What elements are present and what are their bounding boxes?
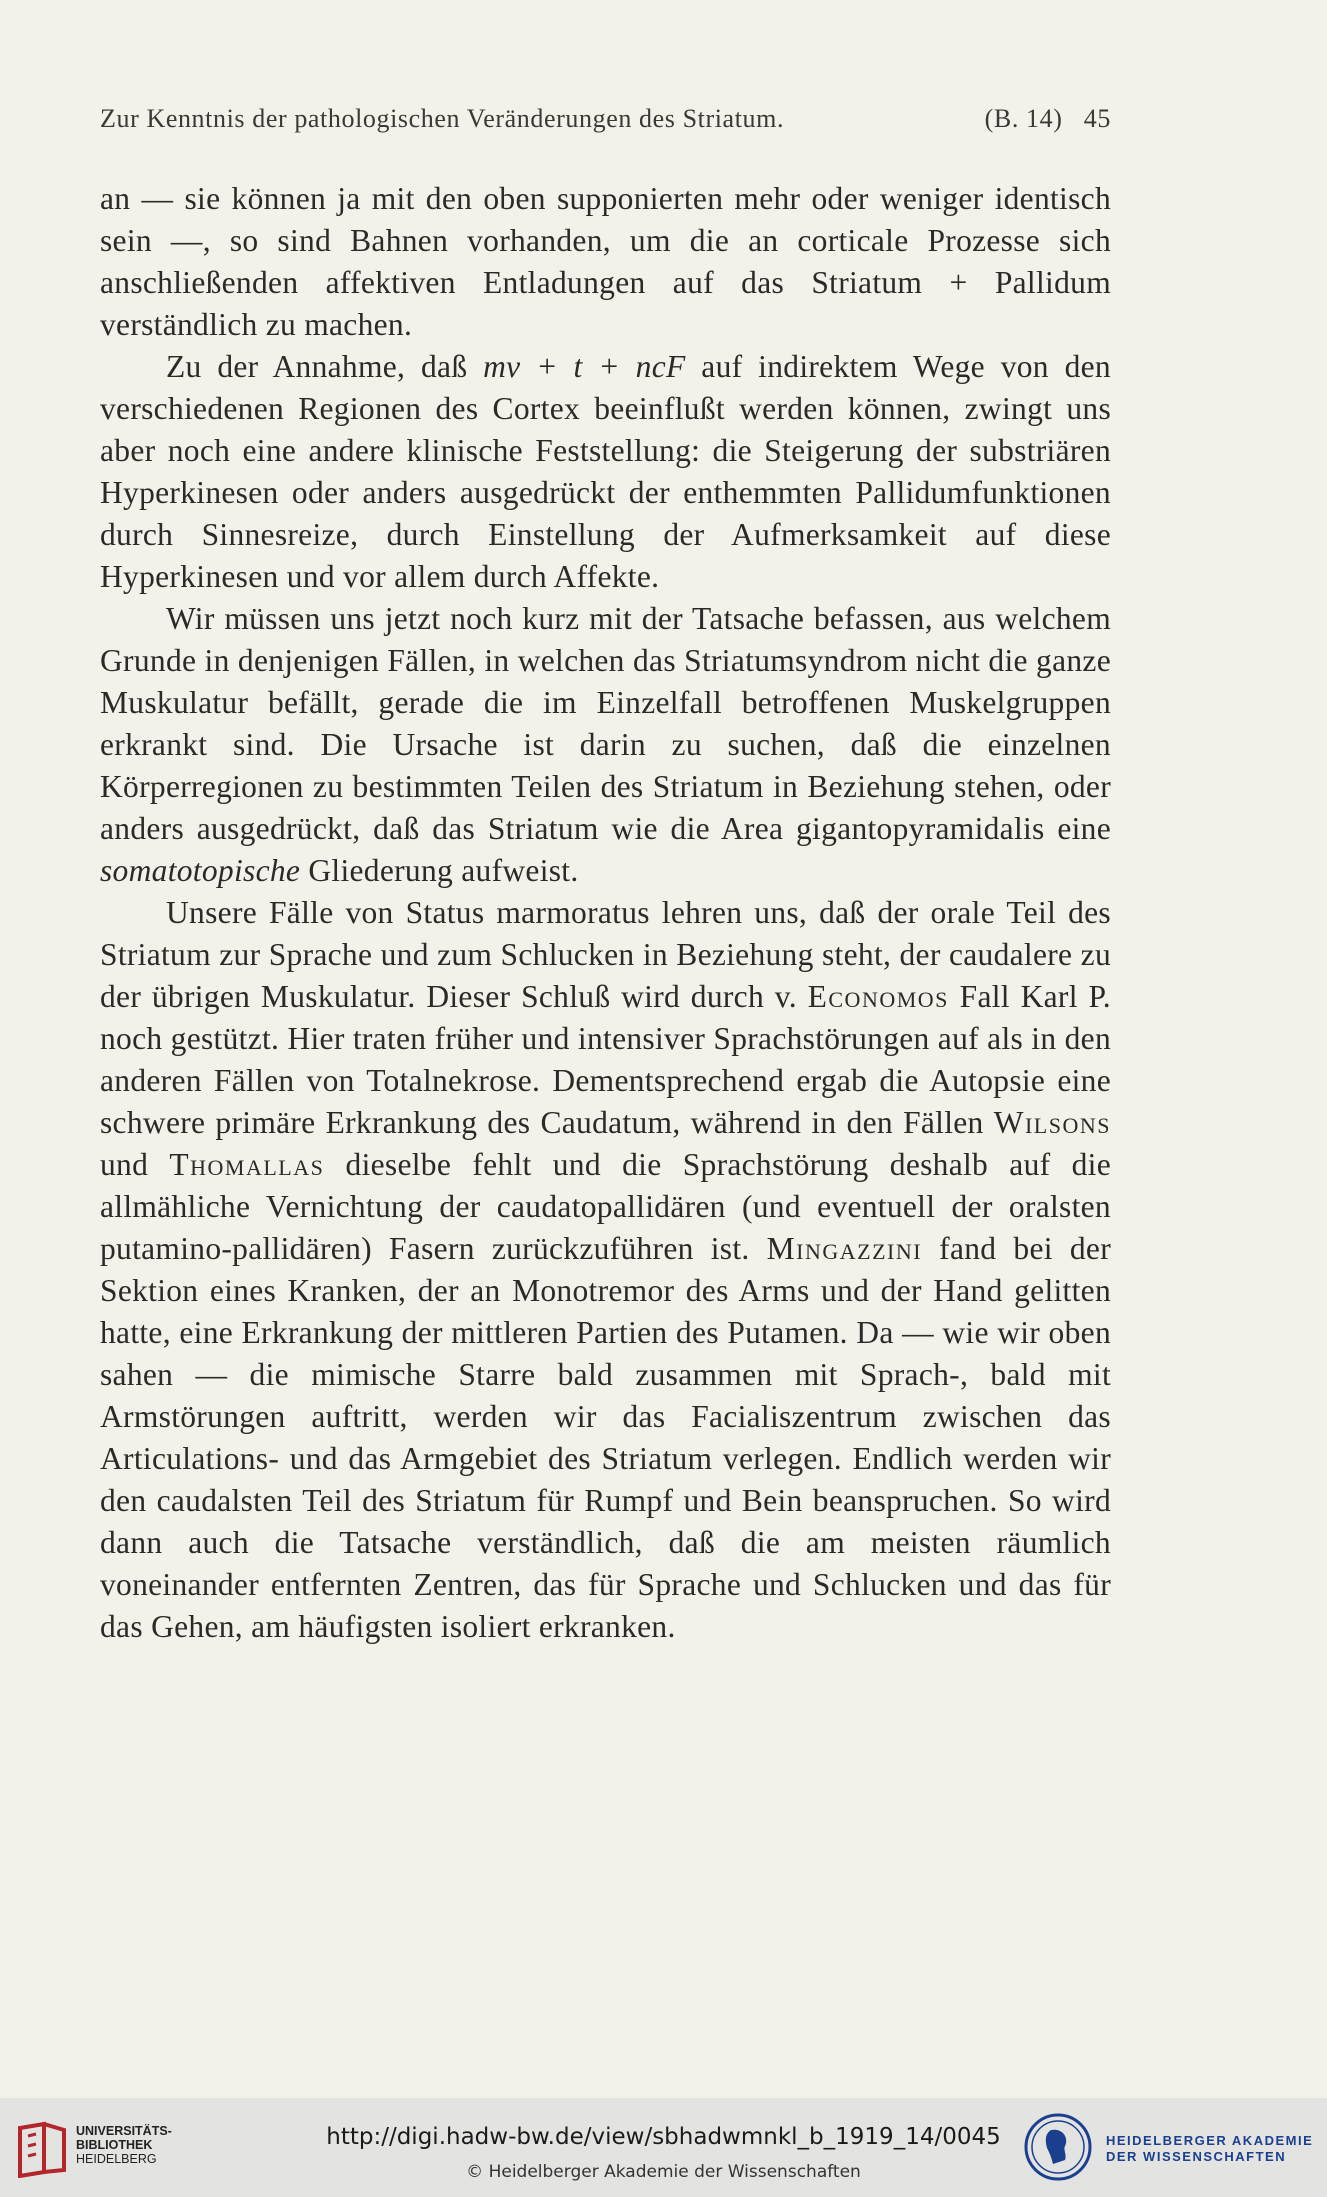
body-text bbox=[100, 178, 1111, 1648]
paragraph-2-text-b: auf indirektem Wege von den verschiedenen Regionen des Cortex beeinflußt werden können, zwingt uns aber noch eine andere klinische Feststellung: die Steigerung der substriären Hyperkinesen oder anders ausgedrückt der enthemmten Pallidumfunktionen durch Sinnesreize, durch Einstellung der Aufmerksamkeit auf diese Hyperkinesen und vor allem durch Affekte. bbox=[100, 349, 1111, 594]
library-line-1: UNIVERSITÄTS- bbox=[76, 2124, 172, 2138]
paragraph-4-text-e: fand bei der Sektion eines Kranken, der an Monotremor des Arms und der Hand gelitten hatte, eine Erkrankung der mittleren Partien des Putamen. Da — wie wir oben sahen — die mimische Starre bald zusammen mit Sprach-, bald mit Armstörungen auftritt, werden wir das Facialiszentrum zwischen das Articulations- und das Armgebiet des Striatum verlegen. Endlich werden wir den caudalsten Teil des Striatum für Rumpf und Bein beanspruchen. So wird dann auch die Tatsache verständlich, daß die am meisten räumlich voneinander entfernten Zentren, das für Sprache und Schlucken und das für das Gehen, am häufigsten isoliert erkranken. bbox=[100, 1231, 1111, 1644]
academy-line-2: DER WISSENSCHAFTEN bbox=[1106, 2149, 1287, 2164]
paragraph-2 bbox=[100, 346, 1111, 598]
academy-name bbox=[1106, 2133, 1313, 2165]
hadw-seal-icon bbox=[1023, 2112, 1093, 2182]
footer-bar bbox=[0, 2098, 1327, 2197]
emphasis-somatotopische: somatotopische bbox=[100, 853, 301, 888]
paragraph-4-text-c: und bbox=[100, 1147, 170, 1182]
running-head bbox=[100, 104, 1111, 134]
permalink-url[interactable]: http://digi.hadw-bw.de/view/sbhadwmnkl_b_1919_14/0045 bbox=[326, 2124, 1001, 2150]
paragraph-4 bbox=[100, 892, 1111, 1648]
paragraph-1-text: an — sie können ja mit den oben supponierten mehr oder weniger identisch sein —, so sind Bahnen vorhanden, um die an corticale Prozesse sich anschließenden affektiven Entladungen auf das Striatum + Pallidum verständlich zu machen. bbox=[100, 181, 1111, 342]
author-thomalla: Thomallas bbox=[169, 1147, 325, 1182]
series-reference: (B. 14) bbox=[984, 104, 1063, 133]
academy-line-1: HEIDELBERGER AKADEMIE bbox=[1106, 2133, 1314, 2148]
library-line-3: HEIDELBERG bbox=[76, 2152, 157, 2166]
paragraph-4-text-d: dieselbe fehlt und die Sprachstörung deshalb auf die allmähliche Vernichtung der caudatopallidären (und eventuell der oralsten putamino-pallidären) Fasern zurückzuführen ist. bbox=[100, 1147, 1111, 1266]
author-wilson: Wilsons bbox=[993, 1105, 1111, 1140]
running-head-title: Zur Kenntnis der pathologischen Veränderungen des Striatum. bbox=[100, 104, 785, 133]
author-mingazzini: Mingazzini bbox=[766, 1231, 923, 1266]
author-economo: Economos bbox=[807, 979, 949, 1014]
paragraph-1 bbox=[100, 178, 1111, 346]
paragraph-3 bbox=[100, 598, 1111, 892]
formula: mv + t + ncF bbox=[483, 349, 686, 384]
paragraph-3-text-a: Wir müssen uns jetzt noch kurz mit der Tatsache befassen, aus welchem Grunde in denjenigen Fällen, in welchen das Striatumsyndrom nicht die ganze Muskulatur befällt, gerade die im Einzelfall betroffenen Muskelgruppen erkrankt sind. Die Ursache ist darin zu suchen, daß die einzelnen Körperregionen zu bestimmten Teilen des Striatum in Beziehung stehen, oder anders ausgedrückt, daß das Striatum wie die Area gigantopyramidalis eine bbox=[100, 601, 1111, 846]
paragraph-3-text-b: Gliederung aufweist. bbox=[300, 853, 579, 888]
page-number: 45 bbox=[1083, 104, 1111, 133]
library-line-2: BIBLIOTHEK bbox=[76, 2138, 153, 2152]
paragraph-2-text-a: Zu der Annahme, daß bbox=[166, 349, 484, 384]
copyright-notice: © Heidelberger Akademie der Wissenschaften bbox=[466, 2162, 861, 2182]
paragraph-4-text-b: Fall Karl P. noch gestützt. Hier traten früher und intensiver Sprachstörungen auf als in den anderen Fällen von Totalnekrose. Dementsprechend ergab die Autopsie eine schwere primäre Erkrankung des Caudatum, während in den Fällen bbox=[100, 979, 1111, 1140]
running-head-right bbox=[985, 104, 1111, 134]
paragraph-4-text-a: Unsere Fälle von Status marmoratus lehren uns, daß der orale Teil des Striatum zur Sprache und zum Schlucken in Beziehung steht, der caudalere zu der übrigen Muskulatur. Dieser Schluß wird durch v. bbox=[100, 895, 1111, 1014]
